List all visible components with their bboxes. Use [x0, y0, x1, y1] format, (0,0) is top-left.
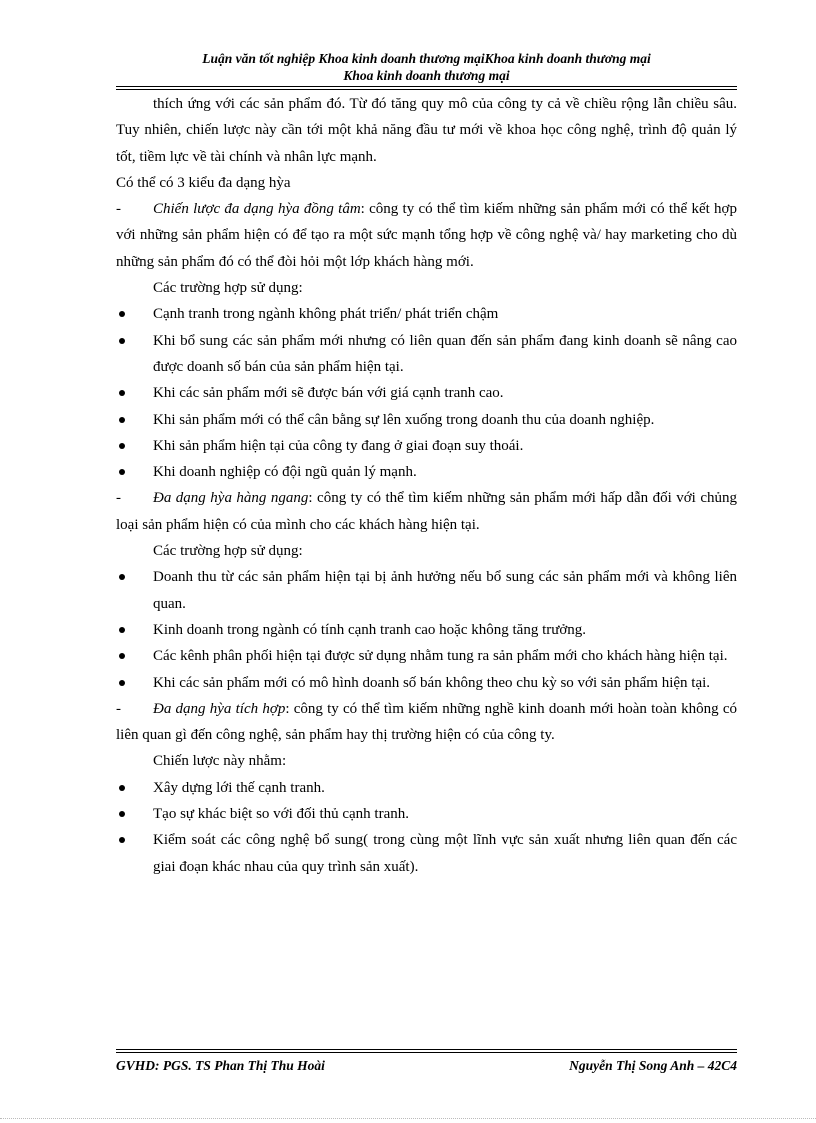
- list-item: [116, 407, 737, 433]
- list-item-text: Khi bổ sung các sản phẩm mới nhưng có liên quan đến sản phẩm đang kinh doanh sẽ nâng cao được doanh số bán của sản phẩm hiện tại.: [153, 332, 737, 375]
- list-item: [116, 617, 737, 643]
- bullet-icon: [119, 469, 125, 475]
- bullet-icon: [119, 311, 125, 317]
- term-horizontal: Đa dạng hỳa hàng ngang: [153, 490, 309, 507]
- bullet-icon: [119, 443, 125, 449]
- header-divider: [116, 86, 737, 90]
- list-item-text: Khi sản phẩm mới có thể cân bằng sự lên xuống trong doanh thu của doanh nghiệp.: [153, 411, 655, 428]
- section-horizontal: [116, 485, 737, 538]
- list-item: [116, 643, 737, 669]
- header-line-1: Luận văn tốt nghiệp Khoa kinh doanh thương mạiKhoa kinh doanh thương mại: [202, 51, 651, 66]
- cases-label: Các trường hợp sử dụng:: [153, 280, 303, 297]
- list-item: [116, 564, 737, 617]
- list-item: [116, 775, 737, 801]
- paragraph-types: Có thể có 3 kiểu đa dạng hỳa: [116, 174, 291, 191]
- section-concentric: [116, 196, 737, 275]
- footer-divider: [116, 1049, 737, 1053]
- cases-label: Các trường hợp sử dụng:: [153, 543, 303, 560]
- list-item-text: Khi sản phẩm hiện tại của công ty đang ở giai đoạn suy thoái.: [153, 437, 524, 454]
- bullet-icon: [119, 653, 125, 659]
- bullet-icon: [119, 811, 125, 817]
- bullet-icon: [119, 680, 125, 686]
- list-item-text: Khi các sản phẩm mới sẽ được bán với giá cạnh tranh cao.: [153, 385, 504, 402]
- list-item: [116, 459, 737, 485]
- list-item: [116, 433, 737, 459]
- term-horizontal-desc: : công ty có thể tìm kiếm những sản phẩm mới hấp dẫn đối với chủng loại sản phẩm hiện có của mình cho các khách hàng hiện tại.: [116, 490, 737, 533]
- list-item-text: Kinh doanh trong ngành có tính cạnh tranh cao hoặc không tăng trưởng.: [153, 621, 587, 638]
- list-item: [116, 301, 737, 327]
- list-item-text: Xây dựng lới thế cạnh tranh.: [153, 779, 325, 796]
- list-item: [116, 670, 737, 696]
- page-footer: [116, 1057, 737, 1074]
- list-item-text: Khi các sản phẩm mới có mô hình doanh số bán không theo chu kỳ so với sản phẩm hiện tại.: [153, 674, 711, 691]
- dash-marker: -: [116, 201, 121, 218]
- list-item-text: Kiểm soát các công nghệ bổ sung( trong cùng một lĩnh vực sản xuất nhưng liên quan đến các giai đoạn khác nhau của quy trình sản xuất).: [153, 832, 737, 875]
- bullet-icon: [119, 627, 125, 633]
- bullet-icon: [119, 417, 125, 423]
- section-conglomerate: [116, 696, 737, 749]
- list-item-text: Cạnh tranh trong ngành không phát triển/ phát triển chậm: [153, 306, 499, 323]
- term-conglomerate: Đa dạng hỳa tích hợp: [153, 700, 286, 717]
- list-item-text: Khi doanh nghiệp có đội ngũ quản lý mạnh.: [153, 464, 417, 481]
- page-bottom-edge: [0, 1118, 816, 1119]
- bullet-icon: [119, 785, 125, 791]
- list-item: [116, 827, 737, 880]
- bullet-icon: [119, 338, 125, 344]
- header-line-2: Khoa kinh doanh thương mại: [343, 68, 510, 83]
- bullet-icon: [119, 574, 125, 580]
- term-conglomerate-desc: : công ty có thể tìm kiếm những nghề kinh doanh mới hoàn toàn không có liên quan gì đến công nghệ, sản phẩm hay thị trường hiện có của công ty.: [116, 700, 737, 744]
- dash-marker: -: [116, 490, 121, 507]
- list-item-text: Tạo sự khác biệt so với đối thủ cạnh tranh.: [153, 806, 410, 823]
- term-concentric: Chiến lược đa dạng hỳa đồng tâm: [153, 201, 361, 218]
- footer-author: Nguyễn Thị Song Anh – 42C4: [569, 1058, 737, 1073]
- page-header: [116, 50, 737, 84]
- list-item-text: Doanh thu từ các sản phẩm hiện tại bị ảnh hưởng nếu bổ sung các sản phẩm mới và không liên quan.: [153, 569, 737, 612]
- bullet-icon: [119, 390, 125, 396]
- dash-marker: -: [116, 700, 121, 717]
- list-item: [116, 328, 737, 381]
- paragraph-intro: thích ứng với các sản phẩm đó. Từ đó tăng quy mô của công ty cả về chiều rộng lẫn chiều sâu. Tuy nhiên, chiến lược này cần tới một khả năng đầu tư mới về khoa học công nghệ, trình độ quản lý tốt, tiềm lực về tài chính và nhân lực mạnh.: [116, 96, 737, 165]
- list-item: [116, 380, 737, 406]
- purpose-label: Chiến lược này nhằm:: [153, 753, 287, 770]
- document-body: [116, 91, 737, 880]
- footer-advisor: GVHD: PGS. TS Phan Thị Thu Hoài: [116, 1058, 325, 1073]
- bullet-icon: [119, 837, 125, 843]
- list-item: [116, 801, 737, 827]
- list-item-text: Các kênh phân phối hiện tại được sử dụng nhằm tung ra sản phẩm mới cho khách hàng hiện tại.: [153, 648, 728, 665]
- term-concentric-desc: : công ty có thể tìm kiếm những sản phẩm mới có thể kết hợp với những sản phẩm hiện có để tạo ra một sức mạnh tổng hợp về công nghệ và/ hay marketing cho dù những sản phẩm đó có thể đòi hỏi một lớp khách hàng mới.: [116, 201, 737, 270]
